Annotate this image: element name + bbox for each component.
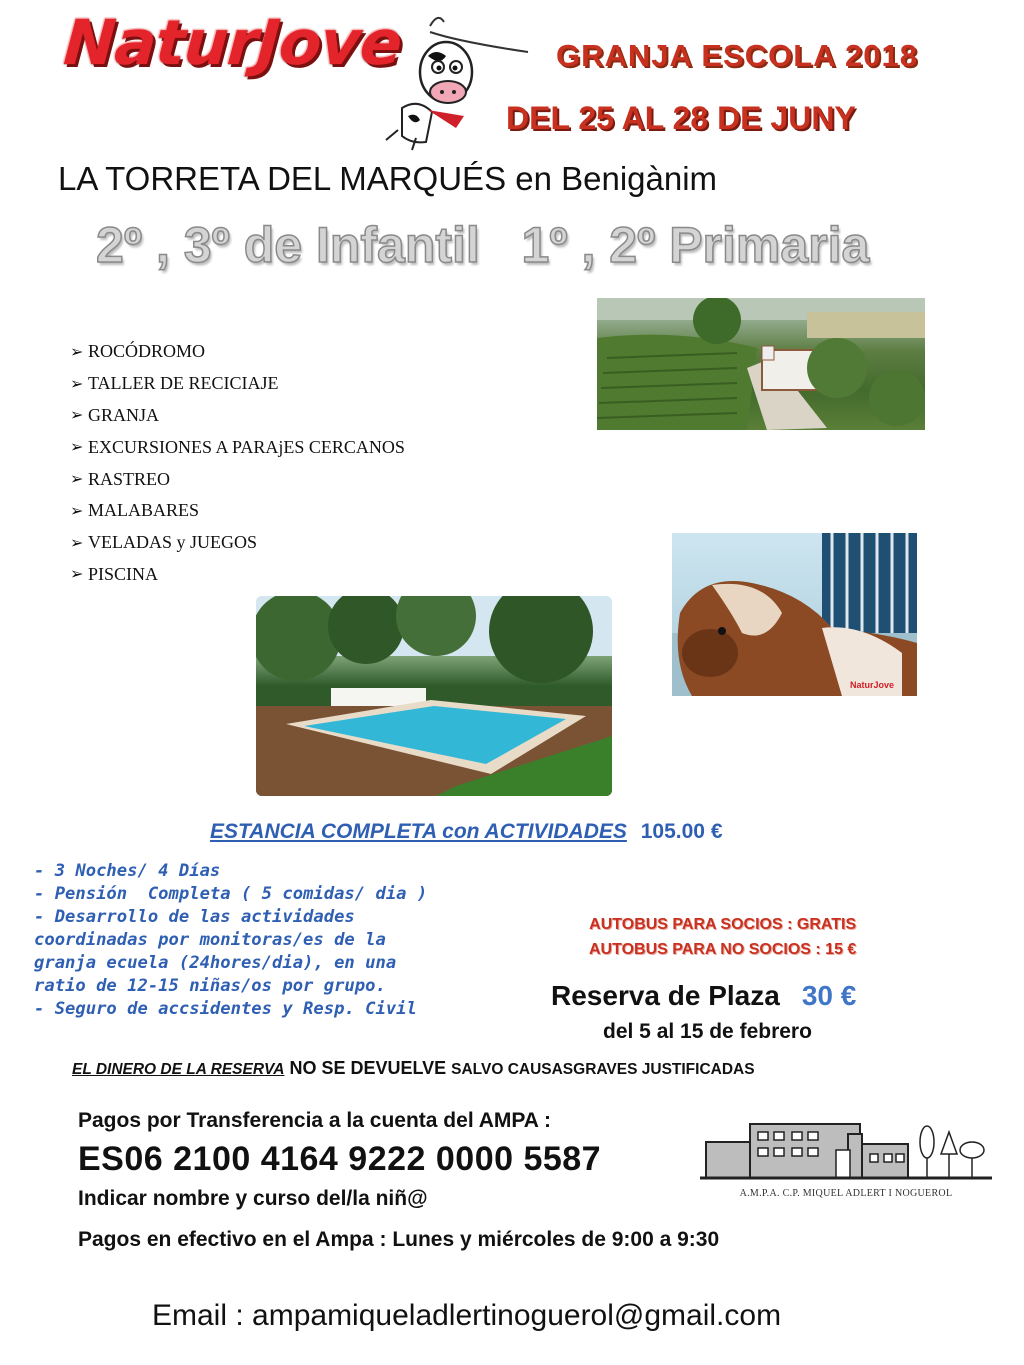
activity-label: VELADAS y JUEGOS — [88, 532, 258, 553]
list-item — [70, 463, 405, 495]
horse-watermark: NaturJove — [850, 680, 895, 690]
transfer-note: Indicar nombre y curso del/la niñ@ — [78, 1187, 428, 1210]
detail-line: - Seguro de accsidentes y Resp. Civil — [34, 999, 417, 1019]
activity-label: EXCURSIONES A PARAjES CERCANOS — [88, 436, 405, 457]
stay-details — [34, 860, 434, 1021]
detail-line: - Desarrollo de las actividades — [34, 907, 355, 927]
refund-notice-part1: EL DINERO DE LA RESERVA — [72, 1061, 285, 1078]
arrow-bullet-icon: ➢ — [70, 471, 84, 489]
detail-line: - Pensión Completa ( 5 comidas/ dia ) — [34, 884, 428, 904]
activity-label: RASTREO — [88, 468, 171, 489]
list-item — [70, 559, 405, 591]
detail-line: granja ecuela (24hores/dia), en una — [34, 953, 397, 973]
activity-label: GRANJA — [88, 404, 160, 425]
arrow-bullet-icon: ➢ — [70, 439, 84, 457]
pool-photo — [256, 596, 612, 796]
contact-email[interactable]: Email : ampamiqueladlertinoguerol@gmail.com — [152, 1299, 782, 1332]
activity-label: MALABARES — [88, 500, 200, 521]
detail-line: ratio de 12-15 niñas/os por grupo. — [34, 976, 386, 996]
refund-notice — [72, 1058, 755, 1079]
detail-line: coordinadas por monitoras/es de la — [34, 930, 386, 950]
ampa-caption: A.M.P.A. C.P. MIQUEL ADLERT I NOGUEROL — [739, 1188, 953, 1199]
list-item — [70, 431, 405, 463]
arrow-bullet-icon: ➢ — [70, 502, 84, 520]
granja-escola-title: GRANJA ESCOLA 2018 — [556, 38, 918, 73]
refund-notice-part3: SALVO CAUSASGRAVES JUSTIFICADAS — [451, 1061, 755, 1078]
bus-no-socios: AUTOBUS PARA NO SOCIOS : 15 € — [589, 941, 857, 958]
arrow-bullet-icon: ➢ — [70, 566, 84, 584]
transfer-label: Pagos por Transferencia a la cuenta del AMPA : — [78, 1109, 552, 1132]
reserva-label: Reserva de Plaza — [551, 980, 780, 1011]
activity-label: PISCINA — [88, 563, 159, 584]
activity-label: TALLER DE RECICIAJE — [88, 373, 279, 394]
activity-list — [70, 336, 405, 590]
location-title: LA TORRETA DEL MARQUÉS en Benigànim — [58, 160, 718, 197]
detail-line: - 3 Noches/ 4 Días — [34, 861, 221, 881]
bus-info — [589, 912, 856, 962]
reserva-dates: del 5 al 15 de febrero — [603, 1020, 812, 1043]
arrow-bullet-icon: ➢ — [70, 375, 84, 393]
list-item — [70, 527, 405, 559]
bus-socios: AUTOBUS PARA SOCIOS : GRATIS — [589, 916, 857, 933]
estancia-title: ESTANCIA COMPLETA con ACTIVIDADES — [210, 820, 627, 843]
arrow-bullet-icon: ➢ — [70, 343, 84, 361]
activity-label: ROCÓDROMO — [88, 341, 206, 362]
reserva-heading — [551, 980, 856, 1012]
arrow-bullet-icon: ➢ — [70, 534, 84, 552]
iban-number: ES06 2100 4164 9222 0000 5587 — [78, 1140, 602, 1178]
aerial-farm-photo — [597, 298, 925, 430]
refund-notice-part2: NO SE DEVUELVE — [284, 1058, 452, 1078]
list-item — [70, 495, 405, 527]
reserva-amount: 30 € — [801, 980, 857, 1011]
arrow-bullet-icon: ➢ — [70, 407, 84, 425]
list-item — [70, 400, 405, 432]
estancia-price: 105.00 € — [640, 820, 723, 843]
event-dates: DEL 25 AL 28 DE JUNY — [506, 100, 856, 136]
list-item — [70, 368, 405, 400]
cash-payment-info: Pagos en efectivo en el Ampa : Lunes y miércoles de 9:00 a 9:30 — [78, 1228, 720, 1251]
list-item — [70, 336, 405, 368]
naturjove-logo: NaturJove — [61, 6, 404, 79]
pony-photo — [672, 533, 917, 696]
estancia-heading — [210, 820, 723, 844]
courses-heading: 2º , 3º de Infantil 1º , 2º Primaria — [96, 217, 870, 273]
